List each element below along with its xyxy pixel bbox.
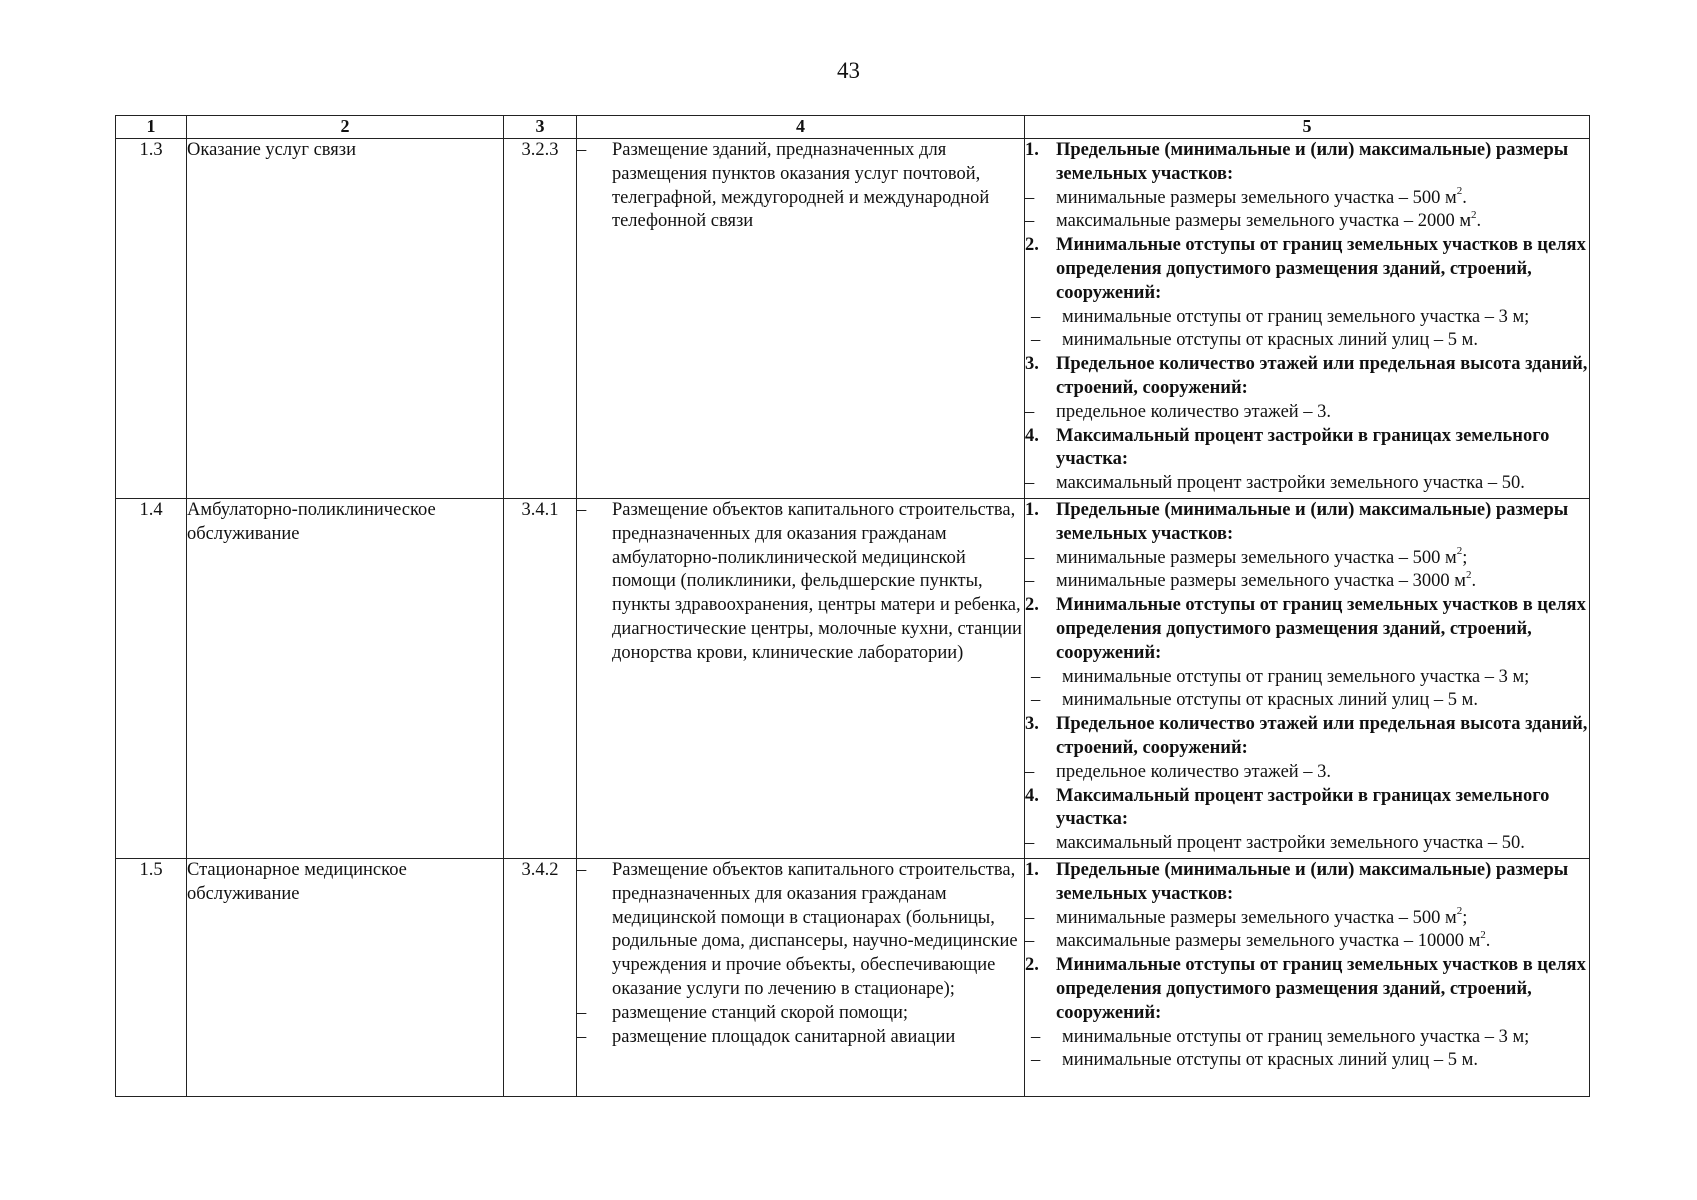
- parameter-value: минимальные отступы от красных линий улиц – 5 м.: [1062, 330, 1478, 351]
- parameter-title: Минимальные отступы от границ земельных участков в целях определения допустимого размещения зданий, строений, сооружений:: [1056, 595, 1586, 663]
- parameter-value: минимальные размеры земельного участка – 500 м: [1056, 547, 1457, 568]
- description-text: размещение станций скорой помощи;: [612, 1002, 909, 1023]
- parameter-number: 3.: [1025, 714, 1039, 735]
- parameter-value: предельное количество этажей – 3.: [1056, 401, 1332, 422]
- description-item: [577, 1026, 1024, 1050]
- parameter-heading: [1025, 234, 1589, 305]
- use-description: [577, 139, 1025, 499]
- parameter-item: [1025, 666, 1589, 690]
- parameter-item: [1025, 187, 1589, 211]
- description-text: Размещение зданий, предназначенных для размещения пунктов оказания услуг почтовой, телеграфной, междугородней и международной телефонной связи: [612, 140, 990, 232]
- parameter-heading: [1025, 594, 1589, 665]
- parameter-value: максимальный процент застройки земельного участка – 50.: [1056, 473, 1525, 494]
- dash-bullet: –: [1025, 931, 1035, 952]
- parameter-item-text: [1062, 689, 1589, 713]
- parameter-item: [1025, 689, 1589, 713]
- parameter-item-text: [1056, 210, 1589, 234]
- dash-bullet: –: [1025, 547, 1035, 568]
- description-item: [577, 1002, 1024, 1026]
- table-row: [116, 139, 1590, 499]
- parameter-item: [1025, 210, 1589, 234]
- parameter-item-text: [1056, 761, 1589, 785]
- parameter-item: [1025, 472, 1589, 496]
- unit-superscript: 2: [1456, 545, 1463, 558]
- parameter-title: Минимальные отступы от границ земельных участков в целях определения допустимого размещения зданий, строений, сооружений:: [1056, 955, 1586, 1023]
- parameter-item: [1025, 1049, 1589, 1073]
- dash-bullet: –: [1031, 306, 1041, 327]
- parameter-item-text: [1056, 570, 1589, 594]
- parameter-value: минимальные отступы от красных линий улиц – 5 м.: [1062, 690, 1478, 711]
- parameter-heading: [1025, 785, 1589, 833]
- parameter-value: максимальные размеры земельного участка – 10000 м: [1056, 931, 1481, 952]
- parameter-heading: [1025, 139, 1589, 187]
- parameter-value: минимальные размеры земельного участка – 3000 м: [1056, 571, 1466, 592]
- parameter-number: 2.: [1025, 595, 1039, 616]
- punctuation: ;: [1462, 547, 1468, 568]
- parameter-item-text: [1056, 401, 1589, 425]
- use-type-code: 3.4.2: [504, 859, 577, 1097]
- column-header: 5: [1025, 116, 1590, 139]
- parameter-title: Максимальный процент застройки в границах земельного участка:: [1056, 425, 1550, 470]
- description-text: размещение площадок санитарной авиации: [612, 1026, 956, 1047]
- parameter-value: предельное количество этажей – 3.: [1056, 761, 1332, 782]
- parameter-item: [1025, 1026, 1589, 1050]
- page-number: 43: [837, 58, 860, 83]
- unit-superscript: 2: [1466, 569, 1472, 582]
- column-header: 2: [187, 116, 504, 139]
- description-text: Размещение объектов капитального строительства, предназначенных для оказания гражданам медицинской помощи в стационарах (больницы, родильные дома, диспансеры, научно-медицинские учреждения и прочие объекты, обеспечивающие оказание услуги по лечению в стационаре);: [612, 860, 1018, 999]
- dash-bullet: –: [1025, 211, 1035, 232]
- use-description: [577, 499, 1025, 859]
- parameter-item-text: [1056, 930, 1589, 954]
- parameter-item-text: [1062, 666, 1589, 690]
- table-header-row: [116, 116, 1590, 139]
- parameter-number: 1.: [1025, 140, 1039, 160]
- column-header: 1: [116, 116, 187, 139]
- parameter-item-text: [1062, 306, 1589, 330]
- dash-bullet: –: [1025, 187, 1035, 208]
- parameter-item: [1025, 570, 1589, 594]
- parameter-number: 2.: [1025, 955, 1039, 976]
- parameter-title: Минимальные отступы от границ земельных участков в целях определения допустимого размещения зданий, строений, сооружений:: [1056, 235, 1586, 303]
- dash-bullet: –: [577, 140, 587, 160]
- dash-bullet: –: [577, 860, 587, 880]
- parameter-title: Предельные (минимальные и (или) максимальные) размеры земельных участков:: [1056, 500, 1569, 544]
- parameter-item: [1025, 761, 1589, 785]
- dash-bullet: –: [577, 500, 587, 520]
- parameter-heading: [1025, 713, 1589, 761]
- unit-superscript: 2: [1456, 905, 1463, 918]
- parameter-heading: [1025, 859, 1589, 907]
- parameter-item-text: [1056, 547, 1589, 571]
- dash-bullet: –: [1031, 666, 1041, 687]
- parameter-item: [1025, 306, 1589, 330]
- dash-bullet: –: [1025, 833, 1035, 854]
- description-text: Размещение объектов капитального строительства, предназначенных для оказания гражданам амбулаторно-поликлинической медицинской помощи (поликлиники, фельдшерские пункты, пункты здравоохранения, центры матери и ребенка, диагностические центры, молочные кухни, станции донорства крови, клинические лаборатории): [612, 500, 1022, 663]
- row-number: 1.4: [116, 499, 187, 859]
- parameter-item-text: [1062, 1049, 1589, 1073]
- dash-bullet: –: [1025, 473, 1035, 494]
- use-type-name: Стационарное медицинское обслуживание: [187, 859, 504, 1097]
- parameter-title: Предельное количество этажей или предельная высота зданий, строений, сооружений:: [1056, 354, 1588, 398]
- row-number: 1.3: [116, 139, 187, 499]
- use-type-name: Оказание услуг связи: [187, 139, 504, 499]
- parameter-item-text: [1056, 187, 1589, 211]
- description-item: [577, 859, 1024, 1002]
- parameter-value: минимальные отступы от границ земельного участка – 3 м;: [1062, 1026, 1530, 1047]
- parameter-item: [1025, 930, 1589, 954]
- parameter-heading: [1025, 353, 1589, 401]
- parameter-number: 1.: [1025, 500, 1039, 520]
- table-row: [116, 499, 1590, 859]
- parameter-title: Предельное количество этажей или предельная высота зданий, строений, сооружений:: [1056, 714, 1588, 758]
- parameter-item: [1025, 329, 1589, 353]
- table-row: [116, 859, 1590, 1097]
- parameter-number: 1.: [1025, 860, 1039, 880]
- dash-bullet: –: [1031, 690, 1041, 711]
- parameter-number: 2.: [1025, 235, 1039, 256]
- parameter-value: максимальные размеры земельного участка – 2000 м: [1056, 211, 1472, 232]
- unit-superscript: 2: [1456, 185, 1463, 198]
- punctuation: .: [1462, 187, 1467, 208]
- use-description: [577, 859, 1025, 1097]
- row-number: 1.5: [116, 859, 187, 1097]
- dash-bullet: –: [1025, 907, 1035, 928]
- parameter-item: [1025, 907, 1589, 931]
- parameter-item-text: [1056, 832, 1589, 856]
- dash-bullet: –: [1025, 401, 1035, 422]
- dash-bullet: –: [1025, 571, 1035, 592]
- dash-bullet: –: [1031, 330, 1041, 351]
- punctuation: .: [1471, 571, 1477, 592]
- use-type-code: 3.4.1: [504, 499, 577, 859]
- parameter-value: минимальные отступы от границ земельного участка – 3 м;: [1062, 666, 1530, 687]
- parameter-item-text: [1062, 329, 1589, 353]
- dash-bullet: –: [1031, 1050, 1041, 1071]
- dash-bullet: –: [1031, 1026, 1041, 1047]
- parameter-item: [1025, 401, 1589, 425]
- unit-superscript: 2: [1480, 929, 1486, 942]
- parameter-title: Предельные (минимальные и (или) максимальные) размеры земельных участков:: [1056, 860, 1569, 904]
- parameter-number: 4.: [1025, 785, 1039, 806]
- dash-bullet: –: [1025, 761, 1035, 782]
- parameter-item-text: [1056, 472, 1589, 496]
- dash-bullet: –: [577, 1026, 587, 1047]
- parameter-value: минимальные размеры земельного участка – 500 м: [1056, 907, 1457, 928]
- parameter-value: минимальные отступы от красных линий улиц – 5 м.: [1062, 1050, 1478, 1071]
- regulations-table: [115, 115, 1590, 1097]
- parameter-number: 4.: [1025, 425, 1039, 446]
- unit-superscript: 2: [1471, 209, 1477, 222]
- column-header: 3: [504, 116, 577, 139]
- parameter-item: [1025, 832, 1589, 856]
- parameter-item-text: [1056, 907, 1589, 931]
- punctuation: .: [1476, 211, 1482, 232]
- parameter-value: минимальные отступы от границ земельного участка – 3 м;: [1062, 306, 1530, 327]
- parameters: [1025, 499, 1590, 859]
- parameter-value: максимальный процент застройки земельного участка – 50.: [1056, 833, 1525, 854]
- punctuation: .: [1485, 931, 1491, 952]
- use-type-name: Амбулаторно-поликлиническое обслуживание: [187, 499, 504, 859]
- use-type-code: 3.2.3: [504, 139, 577, 499]
- description-item: [577, 499, 1024, 666]
- parameter-item-text: [1062, 1026, 1589, 1050]
- parameter-heading: [1025, 499, 1589, 547]
- parameter-title: Предельные (минимальные и (или) максимальные) размеры земельных участков:: [1056, 140, 1569, 184]
- parameters: [1025, 139, 1590, 499]
- parameter-number: 3.: [1025, 354, 1039, 375]
- parameter-value: минимальные размеры земельного участка – 500 м: [1056, 187, 1457, 208]
- parameter-title: Максимальный процент застройки в границах земельного участка:: [1056, 785, 1550, 830]
- parameters: [1025, 859, 1590, 1097]
- column-header: 4: [577, 116, 1025, 139]
- parameter-item: [1025, 547, 1589, 571]
- parameter-heading: [1025, 425, 1589, 473]
- parameter-heading: [1025, 954, 1589, 1025]
- description-item: [577, 139, 1024, 234]
- punctuation: ;: [1462, 907, 1468, 928]
- dash-bullet: –: [577, 1002, 587, 1023]
